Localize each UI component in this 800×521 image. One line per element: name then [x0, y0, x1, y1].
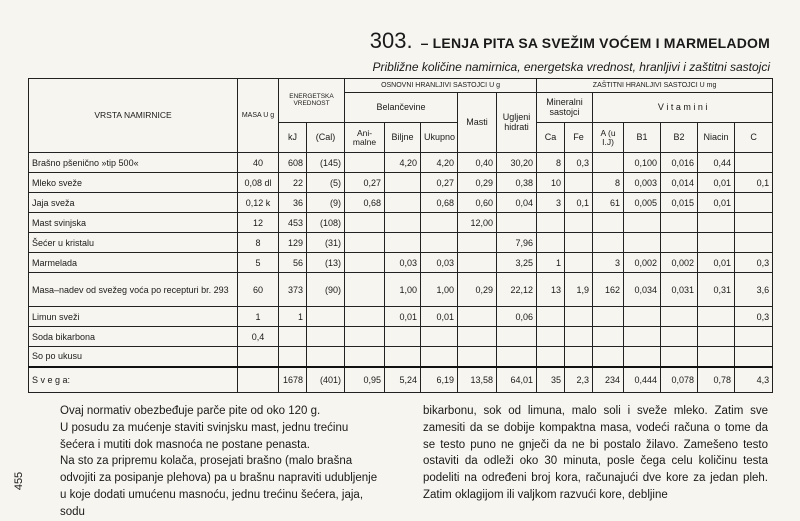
cell-plant: 0,01 [385, 307, 421, 327]
cell-fat [458, 347, 497, 367]
cell-ca: 1 [537, 253, 565, 273]
cell-b2: 0,078 [661, 367, 698, 393]
recipe-name: – LENJA PITA SA SVEŽIM VOĆEM I MARMELADOM [420, 35, 770, 51]
cell-c: 0,3 [735, 307, 773, 327]
cell-plant [385, 347, 421, 367]
cell-ca [537, 307, 565, 327]
cell-name: S v e g a: [29, 367, 238, 393]
cell-total [421, 347, 458, 367]
cell-kj: 373 [279, 273, 307, 307]
cell-b1 [624, 233, 661, 253]
cell-animal [345, 307, 385, 327]
cell-ca [537, 347, 565, 367]
cell-fat [458, 327, 497, 347]
header-kj: kJ [279, 123, 307, 153]
cell-name: So po ukusu [29, 347, 238, 367]
cell-animal: 0,68 [345, 193, 385, 213]
cell-total: 6,19 [421, 367, 458, 393]
cell-b2: 0,015 [661, 193, 698, 213]
cell-mass: 12 [238, 213, 279, 233]
cell-cal: (145) [307, 153, 345, 173]
header-basic-nutrients: OSNOVNI HRANLJIVI SASTOJCI U g [345, 79, 537, 93]
cell-cal: (90) [307, 273, 345, 307]
cell-ca: 10 [537, 173, 565, 193]
cell-total: 0,01 [421, 307, 458, 327]
cell-niacin [698, 213, 735, 233]
cell-fe [565, 213, 593, 233]
cell-fe: 1,9 [565, 273, 593, 307]
cell-a: 8 [593, 173, 624, 193]
cell-carb: 30,20 [497, 153, 537, 173]
header-minerals: Mineralni sastojci [537, 93, 593, 123]
cell-plant [385, 173, 421, 193]
header-vitamin-c: C [735, 123, 773, 153]
table-row [29, 253, 773, 273]
cell-name: Marmelada [29, 253, 238, 273]
cell-a: 162 [593, 273, 624, 307]
cell-a [593, 347, 624, 367]
header-vitamin-b1: B1 [624, 123, 661, 153]
cell-mass: 5 [238, 253, 279, 273]
cell-b1: 0,100 [624, 153, 661, 173]
page-number: 455 [13, 471, 26, 491]
cell-niacin: 0,01 [698, 253, 735, 273]
cell-fat: 0,40 [458, 153, 497, 173]
cell-fe: 0,1 [565, 193, 593, 213]
header-ca: Ca [537, 123, 565, 153]
cell-kj: 56 [279, 253, 307, 273]
cell-fe [565, 253, 593, 273]
table-row [29, 347, 773, 367]
cell-c: 3,6 [735, 273, 773, 307]
cell-kj [279, 347, 307, 367]
cell-fe [565, 233, 593, 253]
cell-niacin: 0,01 [698, 193, 735, 213]
recipe-text-right [423, 403, 768, 504]
table-row [29, 307, 773, 327]
cell-cal: (9) [307, 193, 345, 213]
cell-c [735, 213, 773, 233]
cell-carb: 64,01 [497, 367, 537, 393]
cell-a [593, 233, 624, 253]
cell-c [735, 347, 773, 367]
cell-name: Soda bikarbona [29, 327, 238, 347]
cell-c: 0,3 [735, 253, 773, 273]
cell-fe: 2,3 [565, 367, 593, 393]
cell-niacin [698, 307, 735, 327]
cell-kj: 22 [279, 173, 307, 193]
cell-mass: 40 [238, 153, 279, 173]
table-total-row [29, 367, 773, 393]
cell-mass [238, 367, 279, 393]
cell-kj [279, 327, 307, 347]
cell-cal [307, 327, 345, 347]
cell-total [421, 233, 458, 253]
header-vitamins: V i t a m i n i [593, 93, 773, 123]
cell-mass: 1 [238, 307, 279, 327]
cell-b2 [661, 233, 698, 253]
cell-c: 4,3 [735, 367, 773, 393]
cell-name: Masa–nadev od svežeg voća po recepturi br. 293 [29, 273, 238, 307]
cell-fat [458, 233, 497, 253]
cell-a [593, 213, 624, 233]
cell-carb: 3,25 [497, 253, 537, 273]
recipe-paragraph: Ovaj normativ obezbeđuje parče pite od oko 120 g. [60, 405, 321, 417]
cell-carb: 0,38 [497, 173, 537, 193]
header-total-protein: Ukupno [421, 123, 458, 153]
cell-plant [385, 327, 421, 347]
header-vitamin-b2: B2 [661, 123, 698, 153]
cell-b2 [661, 327, 698, 347]
cell-cal: (31) [307, 233, 345, 253]
cell-total: 0,68 [421, 193, 458, 213]
cell-b1 [624, 327, 661, 347]
cell-cal: (108) [307, 213, 345, 233]
cell-carb: 22,12 [497, 273, 537, 307]
cell-b1: 0,005 [624, 193, 661, 213]
cell-carb: 7,96 [497, 233, 537, 253]
cell-niacin: 0,01 [698, 173, 735, 193]
cell-b1: 0,003 [624, 173, 661, 193]
cell-fat [458, 253, 497, 273]
cell-plant: 4,20 [385, 153, 421, 173]
cell-kj: 36 [279, 193, 307, 213]
header-fe: Fe [565, 123, 593, 153]
cell-plant [385, 233, 421, 253]
cell-b1: 0,444 [624, 367, 661, 393]
cell-fe: 0,3 [565, 153, 593, 173]
cell-plant: 1,00 [385, 273, 421, 307]
table-row [29, 327, 773, 347]
table-row [29, 233, 773, 253]
cell-ca: 35 [537, 367, 565, 393]
cell-a: 3 [593, 253, 624, 273]
cell-name: Mast svinjska [29, 213, 238, 233]
cell-ca: 3 [537, 193, 565, 213]
cell-fat [458, 307, 497, 327]
cell-c [735, 233, 773, 253]
cell-niacin: 0,31 [698, 273, 735, 307]
recipe-paragraph: Na sto za pripremu kolača, prosejati brašno (malo brašna odvojiti za posipanje plehova) pa u brašnu napraviti udubljenje u koje dodati umućenu masnoću, jednu trećinu šećera, jaja, sodu [60, 455, 378, 518]
cell-fe [565, 173, 593, 193]
cell-niacin [698, 347, 735, 367]
cell-c: 0,1 [735, 173, 773, 193]
cell-animal [345, 213, 385, 233]
cell-carb: 0,04 [497, 193, 537, 213]
cell-animal [345, 273, 385, 307]
cell-cal: (5) [307, 173, 345, 193]
header-niacin: Niacin [698, 123, 735, 153]
cell-mass: 0,4 [238, 327, 279, 347]
header-plant-protein: Biljne [385, 123, 421, 153]
cell-b2 [661, 307, 698, 327]
cell-plant [385, 213, 421, 233]
cell-animal [345, 327, 385, 347]
cell-b2: 0,014 [661, 173, 698, 193]
cell-b1: 0,034 [624, 273, 661, 307]
nutrition-table-body [29, 153, 773, 393]
cell-b2: 0,031 [661, 273, 698, 307]
table-row [29, 173, 773, 193]
recipe-paragraph: bikarbonu, sok od limuna, malo soli i sveže mleko. Zatim sve zamesiti da se dobije kompaktna masa, vodeći računa o tome da se testo puno ne gnječi da ne bi postalo žilavo. Zamešeno testo ostaviti da odleži oko 30 minuta, posle čega celu količinu testa podeliti na određeni broj kora, računajući dve kore za jedan pleh. Zatim oklagijom ili valjkom razvući kore, debljine [423, 405, 768, 501]
cell-fat: 13,58 [458, 367, 497, 393]
cell-b2: 0,016 [661, 153, 698, 173]
cell-total: 0,27 [421, 173, 458, 193]
header-animal-protein: Ani-malne [345, 123, 385, 153]
cell-fat: 12,00 [458, 213, 497, 233]
cell-carb [497, 327, 537, 347]
cell-b2 [661, 213, 698, 233]
cell-fat: 0,29 [458, 273, 497, 307]
cell-kj: 453 [279, 213, 307, 233]
nutrition-table [28, 78, 773, 393]
recipe-number: 303. [369, 28, 413, 53]
cell-animal [345, 233, 385, 253]
cell-name: Mleko sveže [29, 173, 238, 193]
cell-b2: 0,002 [661, 253, 698, 273]
cell-total [421, 213, 458, 233]
cell-name: Brašno pšenično »tip 500« [29, 153, 238, 173]
cell-a [593, 327, 624, 347]
cell-mass: 8 [238, 233, 279, 253]
cell-carb [497, 213, 537, 233]
cell-cal [307, 347, 345, 367]
header-protective-nutrients: ZAŠTITNI HRANLJIVI SASTOJCI U mg [537, 79, 773, 93]
cell-animal: 0,95 [345, 367, 385, 393]
cell-plant: 5,24 [385, 367, 421, 393]
header-carbohydrates: Ugljeni hidrati [497, 93, 537, 153]
table-row [29, 193, 773, 213]
cell-fat: 0,29 [458, 173, 497, 193]
cell-c [735, 327, 773, 347]
cell-niacin [698, 327, 735, 347]
cell-fe [565, 307, 593, 327]
cell-fe [565, 327, 593, 347]
cell-kj: 1678 [279, 367, 307, 393]
cell-b1 [624, 213, 661, 233]
cell-b2 [661, 347, 698, 367]
cell-total: 1,00 [421, 273, 458, 307]
cell-kj: 1 [279, 307, 307, 327]
header-fat: Masti [458, 93, 497, 153]
header-vitamin-a: A (u I.J) [593, 123, 624, 153]
cell-animal [345, 153, 385, 173]
cell-total: 0,03 [421, 253, 458, 273]
recipe-title [370, 28, 770, 54]
cell-name: Jaja sveža [29, 193, 238, 213]
cell-mass: 60 [238, 273, 279, 307]
header-mass: MASA U g [238, 79, 279, 153]
cell-niacin [698, 233, 735, 253]
cell-name: Limun sveži [29, 307, 238, 327]
cell-ca [537, 233, 565, 253]
cell-total: 4,20 [421, 153, 458, 173]
cell-ca: 13 [537, 273, 565, 307]
cell-kj: 608 [279, 153, 307, 173]
cell-animal: 0,27 [345, 173, 385, 193]
cell-a: 61 [593, 193, 624, 213]
cell-ca [537, 327, 565, 347]
cell-fat: 0,60 [458, 193, 497, 213]
cell-niacin: 0,44 [698, 153, 735, 173]
cell-b1 [624, 347, 661, 367]
cell-a: 234 [593, 367, 624, 393]
cell-carb: 0,06 [497, 307, 537, 327]
cell-ca [537, 213, 565, 233]
cell-niacin: 0,78 [698, 367, 735, 393]
header-food-name: VRSTA NAMIRNICE [29, 79, 238, 153]
cell-cal [307, 307, 345, 327]
table-row [29, 213, 773, 233]
cell-total [421, 327, 458, 347]
cell-c [735, 193, 773, 213]
table-row [29, 153, 773, 173]
cell-cal: (401) [307, 367, 345, 393]
cell-animal [345, 253, 385, 273]
recipe-paragraph: U posudu za mućenje staviti svinjsku mast, jednu trećinu šećera i mutiti dok masnoća ne postane penasta. [60, 421, 349, 451]
cell-a [593, 153, 624, 173]
cell-b1 [624, 307, 661, 327]
cell-plant [385, 193, 421, 213]
cell-b1: 0,002 [624, 253, 661, 273]
cell-mass [238, 347, 279, 367]
table-row [29, 273, 773, 307]
table-subtitle: Približne količine namirnica, energetska vrednost, hranljivi i zaštitni sastojci [372, 60, 770, 74]
cell-a [593, 307, 624, 327]
header-protein: Belančevine [345, 93, 458, 123]
header-energy: ENERGETSKA VREDNOST [279, 79, 345, 123]
recipe-text-left [60, 403, 385, 521]
cell-carb [497, 347, 537, 367]
cell-fe [565, 347, 593, 367]
cell-ca: 8 [537, 153, 565, 173]
cell-cal: (13) [307, 253, 345, 273]
cell-kj: 129 [279, 233, 307, 253]
header-cal: (Cal) [307, 123, 345, 153]
cell-plant: 0,03 [385, 253, 421, 273]
cell-animal [345, 347, 385, 367]
cell-mass: 0,12 k [238, 193, 279, 213]
cell-mass: 0,08 dl [238, 173, 279, 193]
cell-c [735, 153, 773, 173]
cell-name: Šećer u kristalu [29, 233, 238, 253]
